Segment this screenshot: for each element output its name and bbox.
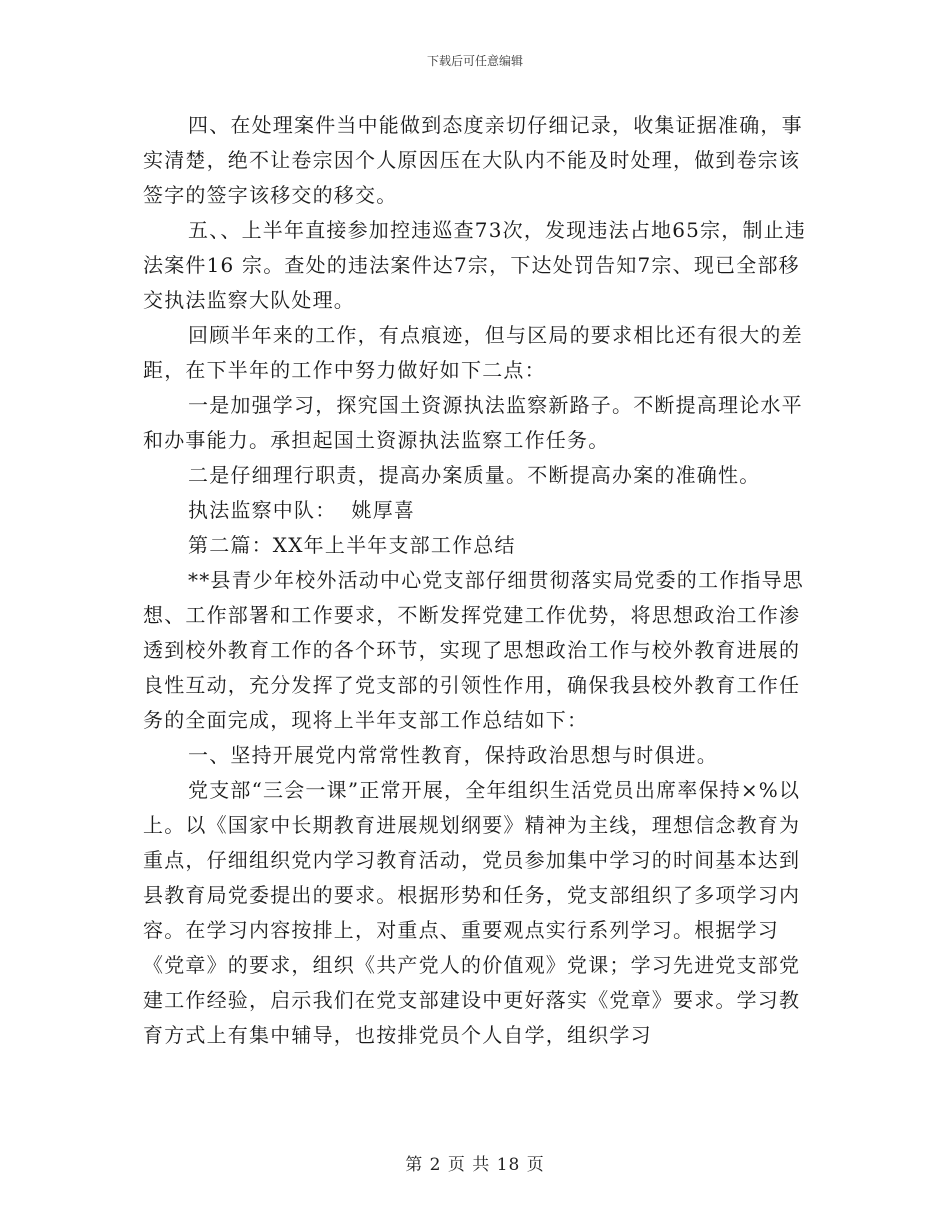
paragraph-item-five: 五、、上半年直接参加控违巡查73次，发现违法占地65宗，制止违法案件16 宗。查处的违法案件达7宗，下达处罚告知7宗、现已全部移交执法监察大队处理。 — [143, 218, 807, 312]
paragraph-plan-two: 二是仔细理行职责，提高办案质量。不断提高办案的准确性。 — [188, 463, 761, 487]
paragraph-intro: **县青少年校外活动中心党支部仔细贯彻落实局党委的工作指导思想、工作部署和工作要求，不断发挥党建工作优势，将思想政治工作渗透到校外教育工作的各个环节，实现了思想政治工作与校外教育进展的良性互动，充分发挥了党支部的引领性作用，确保我县校外教育工作任务的全面完成，现将上半年支部工作总结如下： — [143, 568, 804, 732]
signature-line: 执法监察中队： 姚厚喜 — [188, 498, 416, 522]
paragraph-heading-one: 一、坚持开展党内常常性教育，保持政治思想与时俱进。 — [188, 743, 718, 767]
page-number: 第 2 页 共 18 页 — [405, 1155, 545, 1175]
paragraph-branch-study: 党支部“三会一课”正常开展，全年组织生活党员出席率保持×%以上。以《国家中长期教育进展规划纲要》精神为主线，理想信念教育为重点，仔细组织党内学习教育活动，党员参加集中学习的时间基本达到县教育局党委提出的要求。根据形势和任务，党支部组织了多项学习内容。在学习内容按排上，对重点、重要观点实行系列学习。根据学习《党章》的要求，组织《共产党人的价值观》党课；学习先进党支部党建工作经验，启示我们在党支部建设中更好落实《党章》要求。学习教育方式上有集中辅导，也按排党员个人自学，组织学习 — [143, 778, 801, 1047]
section-title: 第二篇：XX年上半年支部工作总结 — [188, 533, 516, 557]
paragraph-plan-one: 一是加强学习，探究国土资源执法监察新路子。不断提高理论水平和办事能力。承担起国土资源执法监察工作任务。 — [143, 393, 803, 452]
paragraph-review: 回顾半年来的工作，有点痕迹，但与区局的要求相比还有很大的差距，在下半年的工作中努力做好如下二点： — [143, 323, 803, 382]
paragraph-item-four: 四、在处理案件当中能做到态度亲切仔细记录，收集证据准确，事实清楚，绝不让卷宗因个人原因压在大队内不能及时处理，做到卷宗该签字的签字该移交的移交。 — [143, 113, 803, 207]
page-header-note: 下载后可任意编辑 — [426, 54, 523, 68]
document-body — [143, 108, 813, 1053]
